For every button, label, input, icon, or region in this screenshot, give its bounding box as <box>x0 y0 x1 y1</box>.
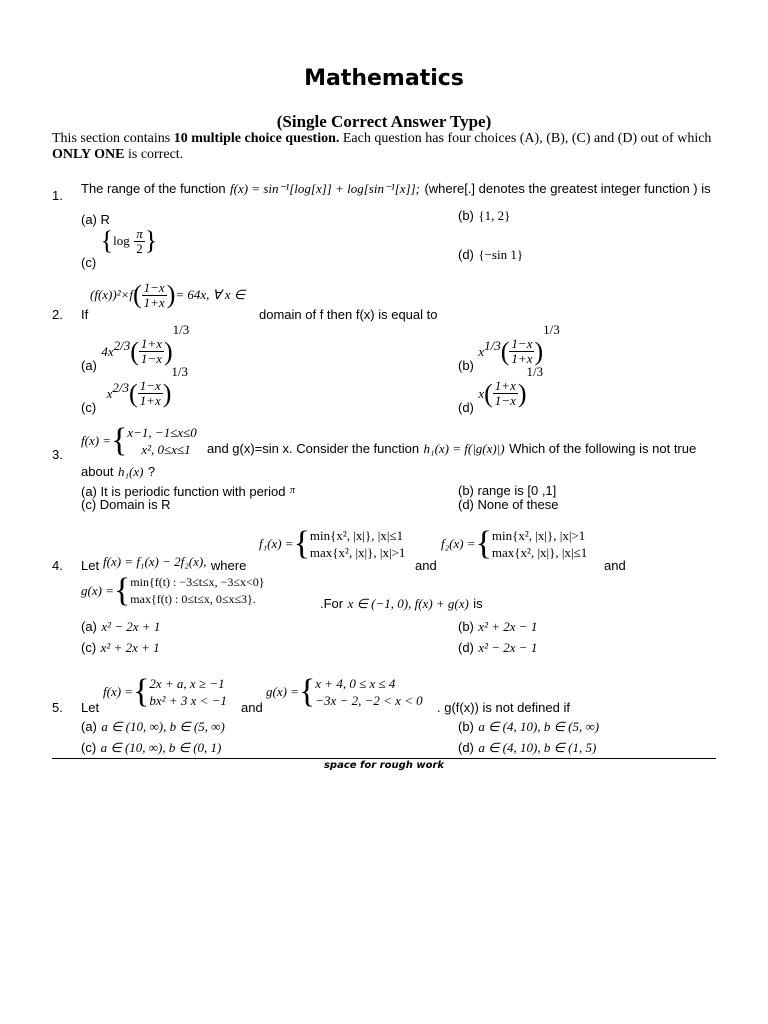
intro-count: 10 multiple choice question. <box>173 131 340 146</box>
option-d <box>458 364 543 415</box>
brace: { <box>113 572 131 609</box>
math-expression: f(x) = <box>81 433 112 448</box>
question-number: 4. <box>52 558 63 573</box>
question-text: .For <box>320 596 344 611</box>
question-2-equation <box>90 280 245 310</box>
case-row: −3x − 2, −2 < x < 0 <box>315 693 423 708</box>
page-title: Mathematics <box>304 66 464 91</box>
option-label: (a) <box>81 619 97 634</box>
case-row: 2x + a, x ≥ −1 <box>149 676 225 691</box>
bracket: ( <box>130 336 139 366</box>
option-a <box>81 718 225 736</box>
math-expression: x² − 2x − 1 <box>478 640 538 655</box>
math-expression: {1, 2} <box>478 208 511 223</box>
question-3-stem-2 <box>81 463 155 481</box>
denominator: 1+x <box>139 393 161 409</box>
option-text: (a) It is periodic function with period <box>81 484 286 499</box>
math-expression: g(x) = <box>266 684 299 699</box>
question-text: (where[.] denotes the greatest integer function ) is <box>424 181 711 196</box>
option-label: (d) <box>458 247 474 262</box>
cases <box>492 527 587 561</box>
question-text: where <box>210 558 247 573</box>
bracket: ) <box>163 336 173 366</box>
option-label: (d) <box>458 740 474 755</box>
math-expression: g(x) = <box>81 583 114 598</box>
f-definition <box>103 673 227 711</box>
brace: { <box>133 673 150 710</box>
math-expression: f₁(x) = <box>259 536 294 551</box>
math-expression: f(x) = <box>103 684 134 699</box>
math-expression: (f(x))²×f <box>90 287 133 303</box>
option-a <box>81 618 160 636</box>
case-row: min{f(t) : −3≤t≤x, −3≤x<0} <box>130 575 265 589</box>
question-text: is <box>473 596 483 611</box>
math-expression: x² + 2x + 1 <box>100 640 160 655</box>
case-row: min{x², |x|}, |x|>1 <box>491 528 586 543</box>
question-3-stem <box>207 440 696 458</box>
option-d <box>458 639 537 657</box>
f1-definition <box>259 525 405 563</box>
option-b: (b) range is [0 ,1] <box>458 483 557 498</box>
denominator: 1−x <box>140 351 162 367</box>
option-label: (d) <box>458 640 474 655</box>
question-text: If <box>81 307 89 322</box>
intro-text-2: Each question has four choices (A), (B), (C) and (D) out of which <box>339 131 712 146</box>
bracket: { <box>100 226 114 255</box>
cases <box>310 527 406 561</box>
option-label: (b) <box>458 719 474 734</box>
footer-note: space for rough work <box>323 760 445 771</box>
question-4-tail <box>320 595 483 613</box>
option-label: (b) <box>458 208 474 223</box>
exponent: 1/3 <box>484 338 501 353</box>
option-c: (c) Domain is R <box>81 497 171 512</box>
option-a: (a) R <box>81 212 110 227</box>
question-text: about <box>81 464 114 479</box>
bracket: ) <box>517 378 527 408</box>
bracket: ( <box>132 280 142 309</box>
option-c <box>81 639 160 657</box>
brace: { <box>475 525 492 562</box>
question-3-piecewise <box>81 422 197 460</box>
option-c <box>81 226 157 270</box>
denominator: 1+x <box>511 351 533 367</box>
option-label: (c) <box>81 740 97 755</box>
question-text: and <box>415 558 437 573</box>
bracket: } <box>144 226 158 255</box>
option-label: (c) <box>81 640 97 655</box>
exponent: 2/3 <box>113 338 131 353</box>
question-text: and g(x)=sin x. Consider the function <box>207 441 420 456</box>
math-expression: a ∈ (10, ∞), b ∈ (5, ∞) <box>101 719 225 734</box>
brace: { <box>293 525 310 562</box>
exponent: 1/3 <box>543 322 560 337</box>
exponent: 2/3 <box>112 380 130 395</box>
bracket: ) <box>162 378 172 408</box>
option-label: (a) <box>81 719 97 734</box>
numerator: 1−x <box>511 336 533 352</box>
math-expression: a ∈ (4, 10), b ∈ (5, ∞) <box>478 719 600 734</box>
question-text: domain of f then f(x) is equal to <box>259 307 438 322</box>
math-expression: h₁(x) <box>118 464 144 479</box>
g-definition <box>81 572 265 610</box>
question-number: 3. <box>52 447 63 462</box>
bracket: ) <box>534 336 544 366</box>
math-expression: x ∈ (−1, 0), f(x) + g(x) <box>347 596 469 611</box>
math-expression: {−sin 1} <box>478 247 524 262</box>
numerator: 1+x <box>494 378 516 394</box>
question-text: Which of the following is not true <box>509 441 697 456</box>
section-instructions <box>52 131 712 163</box>
cases <box>130 574 264 608</box>
fraction <box>142 281 167 310</box>
case-row: max{x², |x|}, |x|>1 <box>309 545 406 560</box>
math-expression: a ∈ (4, 10), b ∈ (1, 5) <box>478 740 597 755</box>
math-expression: x <box>478 343 485 359</box>
option-label: (c) <box>81 400 97 415</box>
question-number: 1. <box>52 188 63 203</box>
math-expression: x <box>106 385 113 401</box>
option-label: (b) <box>458 358 474 373</box>
case-row: max{x², |x|}, |x|≤1 <box>491 545 588 560</box>
question-number: 5. <box>52 700 63 715</box>
math-expression: x <box>478 385 485 401</box>
option-c <box>81 364 188 415</box>
case-row: max{f(t) : 0≤t≤x, 0≤x≤3}. <box>130 592 256 606</box>
option-label: (c) <box>81 255 97 271</box>
question-text: The range of the function <box>81 181 226 196</box>
question-text: ? <box>147 464 156 479</box>
math-expression: 4x <box>101 343 114 359</box>
brace: { <box>111 422 128 459</box>
question-text: . g(f(x)) is not defined if <box>437 700 570 715</box>
math-expression: x² − 2x + 1 <box>101 619 161 634</box>
fraction <box>139 337 164 366</box>
question-text: and <box>604 558 626 573</box>
math-expression: a ∈ (10, ∞), b ∈ (0, 1) <box>100 740 222 755</box>
case-row: x−1, −1≤x≤0 <box>127 425 197 440</box>
f2-definition <box>441 525 587 563</box>
fraction <box>134 227 145 256</box>
math-expression: h₁(x) = f(|g(x)|) <box>423 441 505 456</box>
denominator: 1+x <box>143 294 165 310</box>
bracket: ( <box>500 336 510 366</box>
option-c <box>81 739 221 757</box>
question-number: 2. <box>52 307 63 322</box>
question-text: and <box>241 700 263 715</box>
cases <box>149 675 227 709</box>
option-label: (d) <box>458 400 474 415</box>
intro-only-one: ONLY ONE <box>52 147 125 162</box>
cases <box>315 675 422 709</box>
intro-text: This section contains <box>52 131 174 146</box>
question-1-stem <box>81 180 711 198</box>
g-definition <box>266 673 423 711</box>
exponent: 1/3 <box>526 364 544 379</box>
math-expression: π <box>289 485 295 496</box>
numerator: 1+x <box>140 336 162 352</box>
math-expression: log <box>113 233 130 248</box>
option-d <box>458 739 596 757</box>
section-subtitle: (Single Correct Answer Type) <box>276 112 492 131</box>
option-b <box>458 618 537 636</box>
case-row: x², 0≤x≤1 <box>141 442 191 457</box>
option-d: (d) None of these <box>458 497 559 512</box>
option-label: (b) <box>458 619 474 634</box>
math-expression: = 64x, ∀ x ∈ <box>175 287 246 303</box>
question-text: Let <box>81 700 100 715</box>
option-d <box>458 246 523 264</box>
option-label: (a) <box>81 358 97 373</box>
case-row: x + 4, 0 ≤ x ≤ 4 <box>315 676 396 691</box>
exponent: 1/3 <box>171 364 189 379</box>
fraction <box>509 337 534 366</box>
case-row: bx² + 3 x < −1 <box>149 693 227 708</box>
denominator: 1−x <box>494 393 516 409</box>
bracket: ( <box>129 378 138 408</box>
cases <box>127 424 196 458</box>
denominator: 2 <box>136 240 143 256</box>
question-text: Let <box>81 558 100 573</box>
fraction <box>138 379 163 408</box>
numerator: 1−x <box>139 378 161 394</box>
brace: { <box>298 673 316 710</box>
option-b <box>458 207 510 225</box>
exponent: 1/3 <box>172 322 190 337</box>
footer-divider <box>52 758 716 759</box>
math-expression: f₂(x) = <box>441 536 476 551</box>
fraction <box>493 379 518 408</box>
intro-text-3: is correct. <box>124 147 184 162</box>
math-expression: f(x) = sin⁻¹[log[x]] + log[sin⁻¹[x]]; <box>230 181 421 196</box>
math-expression: x² + 2x − 1 <box>478 619 538 634</box>
case-row: min{x², |x|}, |x|≤1 <box>309 528 404 543</box>
numerator: 1−x <box>143 279 165 295</box>
option-b <box>458 718 599 736</box>
math-expression: f(x) = f₁(x) − 2f₂(x), <box>103 554 207 569</box>
math-expression <box>103 553 246 571</box>
bracket: ( <box>484 378 493 408</box>
bracket: ) <box>166 280 176 309</box>
numerator: π <box>136 225 143 241</box>
